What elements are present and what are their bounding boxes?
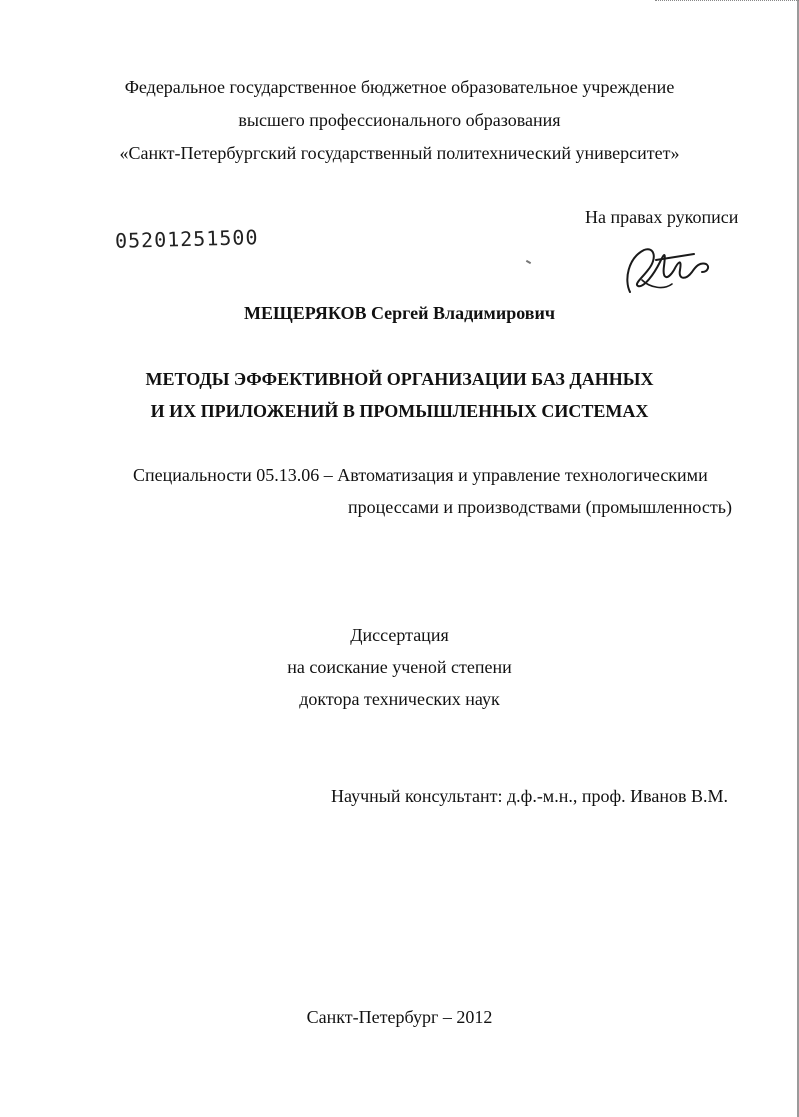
scan-speck bbox=[526, 260, 531, 264]
degree-line-2: на соискание ученой степени bbox=[287, 657, 512, 677]
title-line-2: И ИХ ПРИЛОЖЕНИЙ В ПРОМЫШЛЕННЫХ СИСТЕМАХ bbox=[150, 401, 649, 421]
archive-stamp-number: 05201251500 bbox=[114, 225, 259, 253]
institution-line-2: высшего профессионального образования bbox=[238, 110, 561, 130]
author-name: МЕЩЕРЯКОВ Сергей Владимирович bbox=[243, 303, 555, 323]
specialty-line-1: Специальности 05.13.06 – Автоматизация и управление технологическими bbox=[133, 465, 708, 485]
title-line-1: МЕТОДЫ ЭФФЕКТИВНОЙ ОРГАНИЗАЦИИ БАЗ ДАННЫХ bbox=[145, 369, 654, 389]
scan-edge-top bbox=[655, 0, 799, 5]
scientific-consultant: Научный консультант: д.ф.-м.н., проф. Иванов В.М. bbox=[331, 786, 729, 806]
signature-icon bbox=[620, 240, 715, 298]
degree-line-1: Диссертация bbox=[350, 625, 449, 645]
city-year: Санкт-Петербург – 2012 bbox=[306, 1007, 493, 1027]
degree-line-3: доктора технических наук bbox=[299, 689, 500, 709]
rights-note: На правах рукописи bbox=[585, 207, 739, 227]
institution-line-3: «Санкт-Петербургский государственный политехнический университет» bbox=[119, 143, 680, 163]
specialty-line-2: процессами и производствами (промышленность) bbox=[348, 497, 732, 517]
institution-line-1: Федеральное государственное бюджетное образовательное учреждение bbox=[124, 77, 675, 97]
